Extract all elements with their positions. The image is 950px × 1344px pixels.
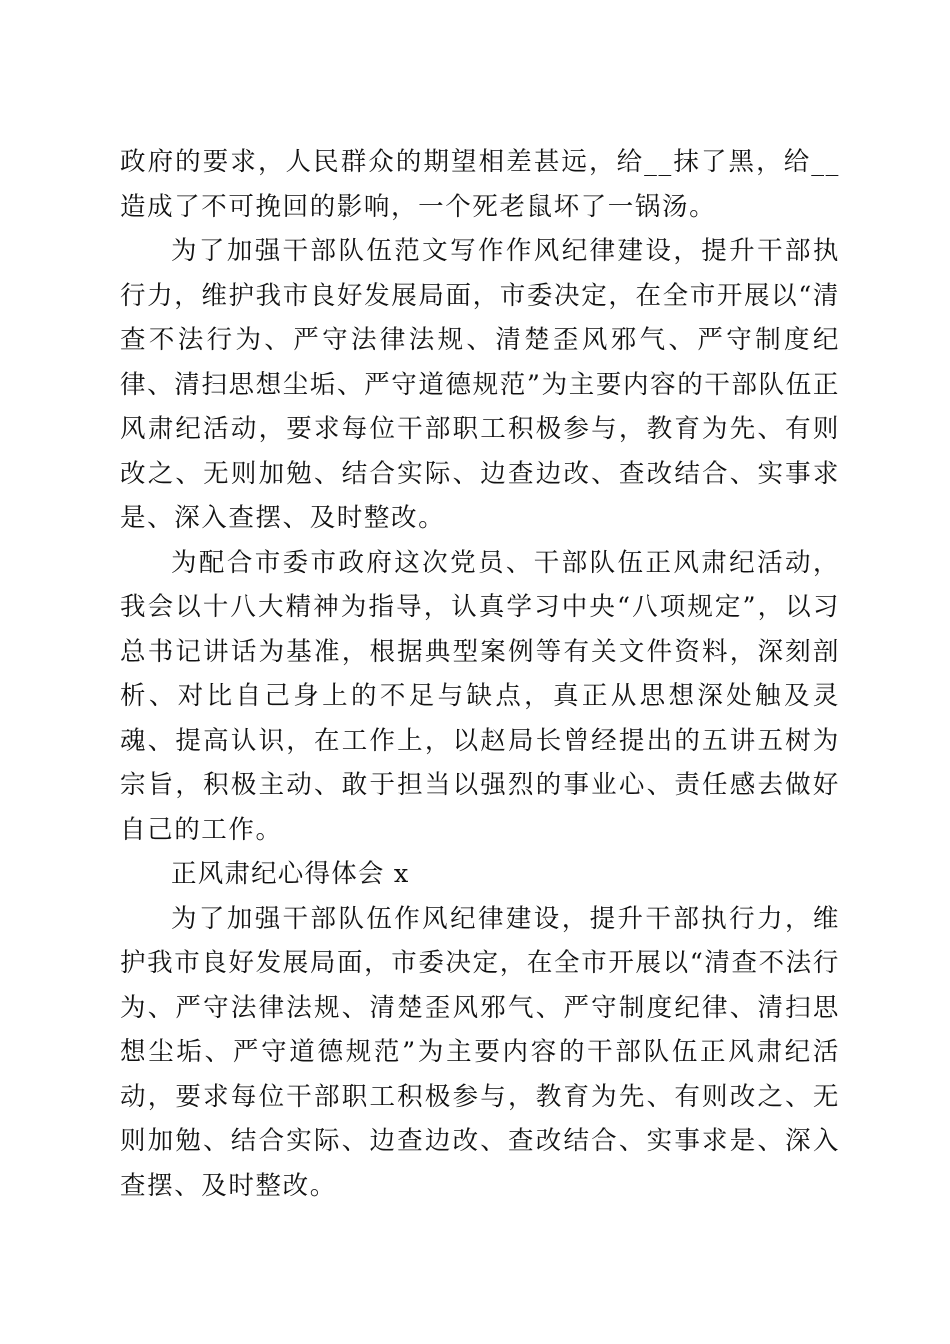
- paragraph-continuation: 政府的要求，人民群众的期望相差甚远，给__抹了黑，给__造成了不可挽回的影响，一个死老鼠坏了一锅汤。: [120, 147, 840, 222]
- document-body: [120, 140, 840, 1208]
- paragraph-discipline-campaign-repeat: 为了加强干部队伍作风纪律建设，提升干部执行力，维护我市良好发展局面，市委决定，在全市开展以“清查不法行为、严守法律法规、清楚歪风邪气、严守制度纪律、清扫思想尘垢、严守道德规范”为主要内容的干部队伍正风肃纪活动，要求每位干部职工积极参与，教育为先、有则改之、无则加勉、结合实际、边查边改、查改结合、实事求是、深入查摆、及时整改。: [120, 903, 840, 1201]
- paragraph-personal-commitment: 为配合市委市政府这次党员、干部队伍正风肃纪活动，我会以十八大精神为指导，认真学习中央“八项规定”，以习总书记讲话为基准，根据典型案例等有关文件资料，深刻剖析、对比自己身上的不足与缺点，真正从思想深处触及灵魂、提高认识，在工作上，以赵局长曾经提出的五讲五树为宗旨，积极主动、敢于担当以强烈的事业心、责任感去做好自己的工作。: [120, 547, 840, 845]
- paragraph-discipline-campaign: 为了加强干部队伍范文写作作风纪律建设，提升干部执行力，维护我市良好发展局面，市委决定，在全市开展以“清查不法行为、严守法律法规、清楚歪风邪气、严守制度纪律、清扫思想尘垢、严守道德规范”为主要内容的干部队伍正风肃纪活动，要求每位干部职工积极参与，教育为先、有则改之、无则加勉、结合实际、边查边改、查改结合、实事求是、深入查摆、及时整改。: [120, 236, 840, 533]
- section-heading: 正风肃纪心得体会 x: [171, 859, 410, 889]
